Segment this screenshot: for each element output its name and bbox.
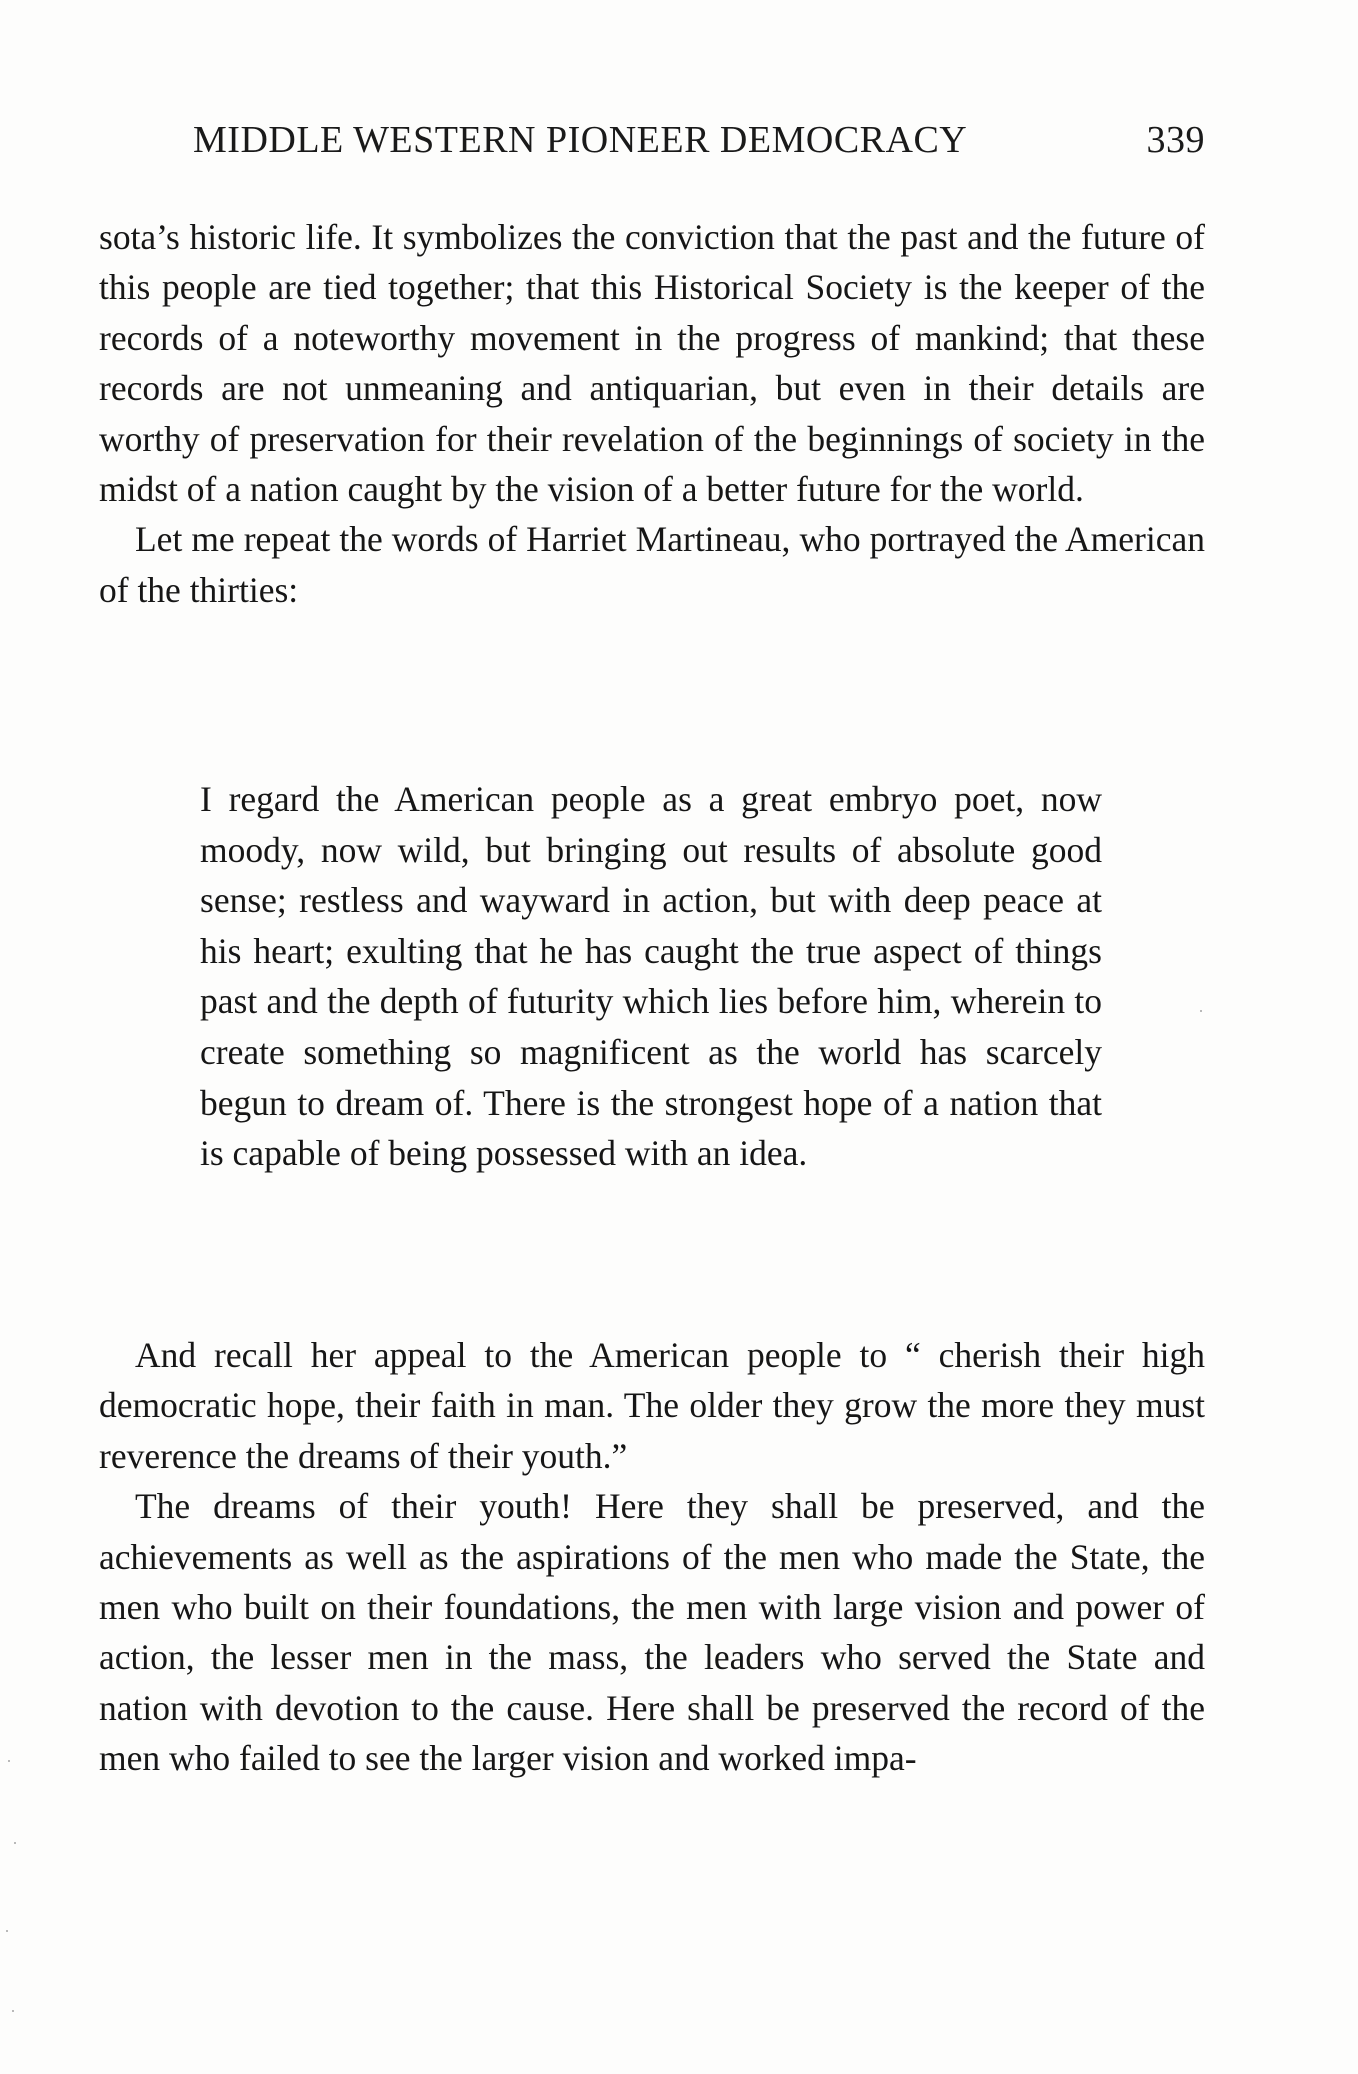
scan-speck bbox=[12, 2010, 14, 2012]
paragraph-continuation: sota’s historic life. It symbolizes the conviction that the past and the future of this people are tied together; that this Historical Society is the keeper of the records of a noteworthy movement in the progress of mankind; that these records are not unmeaning and antiquarian, but even in their details are worthy of preservation for their revelation of the beginnings of society in the midst of a nation caught by the vision of a better future for the world. bbox=[99, 217, 1205, 510]
body-text-bottom bbox=[99, 1330, 1205, 1784]
running-head-title: MIDDLE WESTERN PIONEER DEMOCRACY bbox=[193, 119, 968, 161]
scan-speck bbox=[1200, 1010, 1202, 1012]
page-number: 339 bbox=[1146, 119, 1205, 161]
block-quote-text: I regard the American people as a great embryo poet, now moody, now wild, but bringing out results of absolute good sense; restless and wayward in action, but with deep peace at his heart; exulting that he has caught the true aspect of things past and the depth of futurity which lies before him, wherein to create something so magnificent as the world has scarcely begun to dream of. There is the strongest hope of a nation that is capable of being possessed with an idea. bbox=[200, 779, 1102, 1174]
running-head bbox=[193, 118, 1205, 168]
scan-speck bbox=[6, 1930, 8, 1932]
scan-speck bbox=[14, 1842, 16, 1844]
body-text-top bbox=[99, 212, 1205, 615]
paragraph-martineau-intro: Let me repeat the words of Harriet Martineau, who portrayed the American of the thirties: bbox=[99, 519, 1205, 610]
block-quote bbox=[200, 774, 1102, 1179]
scan-speck bbox=[8, 1760, 10, 1762]
paragraph-appeal: And recall her appeal to the American people to “ cherish their high democratic hope, their faith in man. The older they grow the more they must reverence the dreams of their youth.” bbox=[99, 1335, 1205, 1476]
paragraph-dreams: The dreams of their youth! Here they shall be preserved, and the achievements as well as the aspirations of the men who made the State, the men who built on their foundations, the men with large vision and power of action, the lesser men in the mass, the leaders who served the State and nation with devotion to the cause. Here shall be preserved the record of the men who failed to see the larger vision and worked impa- bbox=[99, 1486, 1205, 1779]
